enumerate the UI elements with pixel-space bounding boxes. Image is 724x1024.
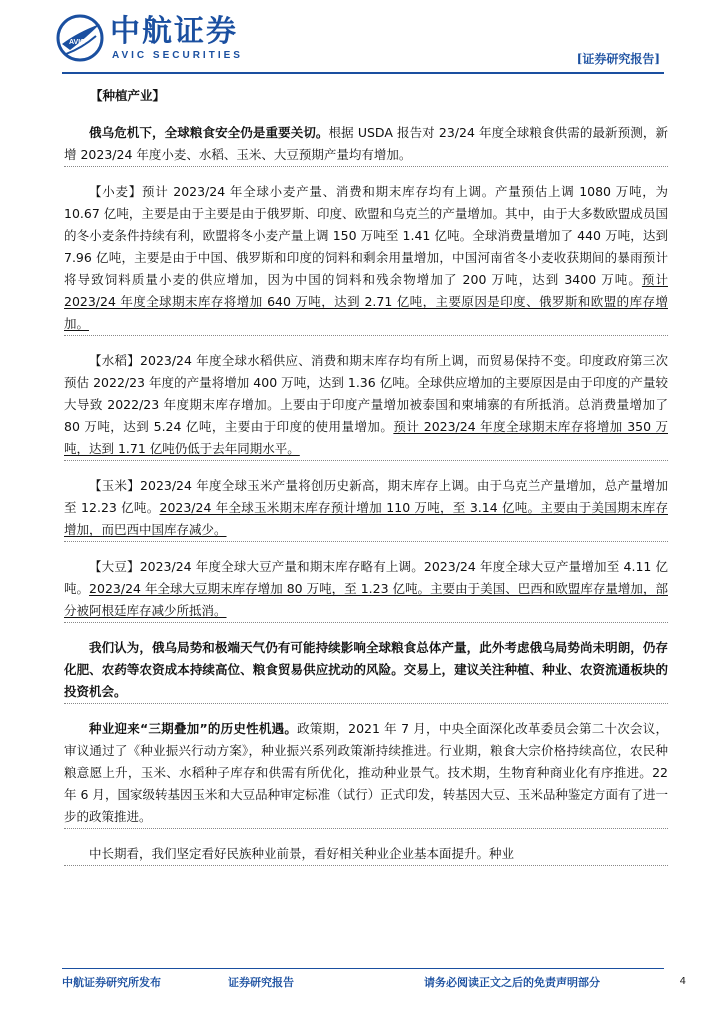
paragraph-seed-industry: 种业迎来“三期叠加”的历史性机遇。政策期，2021 年 7 月，中央全面深化改革委员会第二十次会议，审议通过了《种业振兴行动方案》，种业振兴系列政策渐持续推进。行业期，粮食大宗价格持续高位，农民种粮意愿上升，玉米、水稻种子库存和供需有所优化，推动种业景气。技术期，生物育种商业化有序推进。22 年 6 月，国家级转基因玉米和大豆品种审定标准（试行）正式印发，转基因大豆、玉米品种鉴定方面有了进一步的政策推进。 (64, 718, 668, 829)
footer-report-type: 证券研究报告 (228, 976, 294, 989)
footer-divider (62, 968, 664, 969)
brand-name-cn: 中航证券 (110, 14, 238, 49)
report-type-label: [证券研究报告] (576, 52, 660, 66)
report-body (64, 84, 668, 866)
header-divider (62, 72, 664, 74)
page-number: 4 (679, 976, 686, 987)
paragraph-rice: 【水稻】2023/24 年度全球水稻供应、消费和期末库存均有所上调，而贸易保持不变。印度政府第三次预估 2022/23 年度的产量将增加 400 万吨，达到 1.36 亿吨。全球供应增加的主要原因是由于印度的产量较大导致 2022/23 年度期末库存增加。上要由于印度产量增加被泰国和柬埔寨的有所抵消。总消费量增加了 80 万吨，达到 5.24 亿吨，主要由于印度的使用量增加。预计 2023/24 年度全球期末库存将增加 350 万吨，达到 1.71 亿吨仍低于去年同期水平。 (64, 350, 668, 461)
section-title: 【种植产业】 (90, 88, 166, 103)
paragraph-wheat: 【小麦】预计 2023/24 年全球小麦产量、消费和期末库存均有上调。产量预估上调 1080 万吨，为 10.67 亿吨，主要是由于主要是由于俄罗斯、印度、欧盟和乌克兰的产量增加。其中，由于大多数欧盟成员国的冬小麦条件持续有利，欧盟将冬小麦产量上调 150 万吨至 1.41 亿吨。全球消费量增加了 440 万吨，达到 7.96 亿吨，主要是由于中国、俄罗斯和印度的饲料和剩余用量增加，中国河南省冬小麦收获期间的暴雨预计将导致饲料质量小麦的供应增加，因为中国的饲料和残余物增加了 200 万吨，达到 3400 万吨。预计 2023/24 年度全球期末库存将增加 640 万吨，达到 2.71 亿吨，主要原因是印度、俄罗斯和欧盟的库存增加。 (64, 181, 668, 336)
paragraph-intro: 俄乌危机下，全球粮食安全仍是重要关切。根据 USDA 报告对 23/24 年度全球粮食供需的最新预测，新增 2023/24 年度小麦、水稻、玉米、大豆预期产量均有增加。 (64, 122, 668, 167)
logo-mark-text: AVIC (69, 39, 86, 46)
brand-name-en: AVIC SECURITIES (112, 50, 243, 61)
footer-publisher: 中航证券研究所发布 (62, 976, 161, 989)
paragraph-view: 我们认为，俄乌局势和极端天气仍有可能持续影响全球粮食总体产量，此外考虑俄乌局势尚未明朗，仍存化肥、农药等农资成本持续高位、粮食贸易供应扰动的风险。交易上，建议关注种植、种业、农资流通板块的投资机会。 (64, 637, 668, 704)
paragraph-soybean: 【大豆】2023/24 年度全球大豆产量和期末库存略有上调。2023/24 年度全球大豆产量增加至 4.11 亿吨。2023/24 年全球大豆期末库存增加 80 万吨，至 1.23 亿吨。主要由于美国、巴西和欧盟库存量增加，部分被阿根廷库存减少所抵消。 (64, 556, 668, 623)
avic-wing-logo-icon (56, 14, 104, 62)
page-header (0, 0, 724, 76)
paragraph-long-term: 中长期看，我们坚定看好民族种业前景，看好相关种业企业基本面提升。种业 (64, 843, 668, 866)
footer-disclaimer: 请务必阅读正文之后的免责声明部分 (424, 976, 600, 989)
paragraph-corn: 【玉米】2023/24 年度全球玉米产量将创历史新高，期末库存上调。由于乌克兰产量增加，总产量增加至 12.23 亿吨。2023/24 年全球玉米期末库存预计增加 110 万吨，至 3.14 亿吨。主要由于美国期末库存增加，而巴西中国库存减少。 (64, 475, 668, 542)
brand-logo (56, 14, 246, 64)
